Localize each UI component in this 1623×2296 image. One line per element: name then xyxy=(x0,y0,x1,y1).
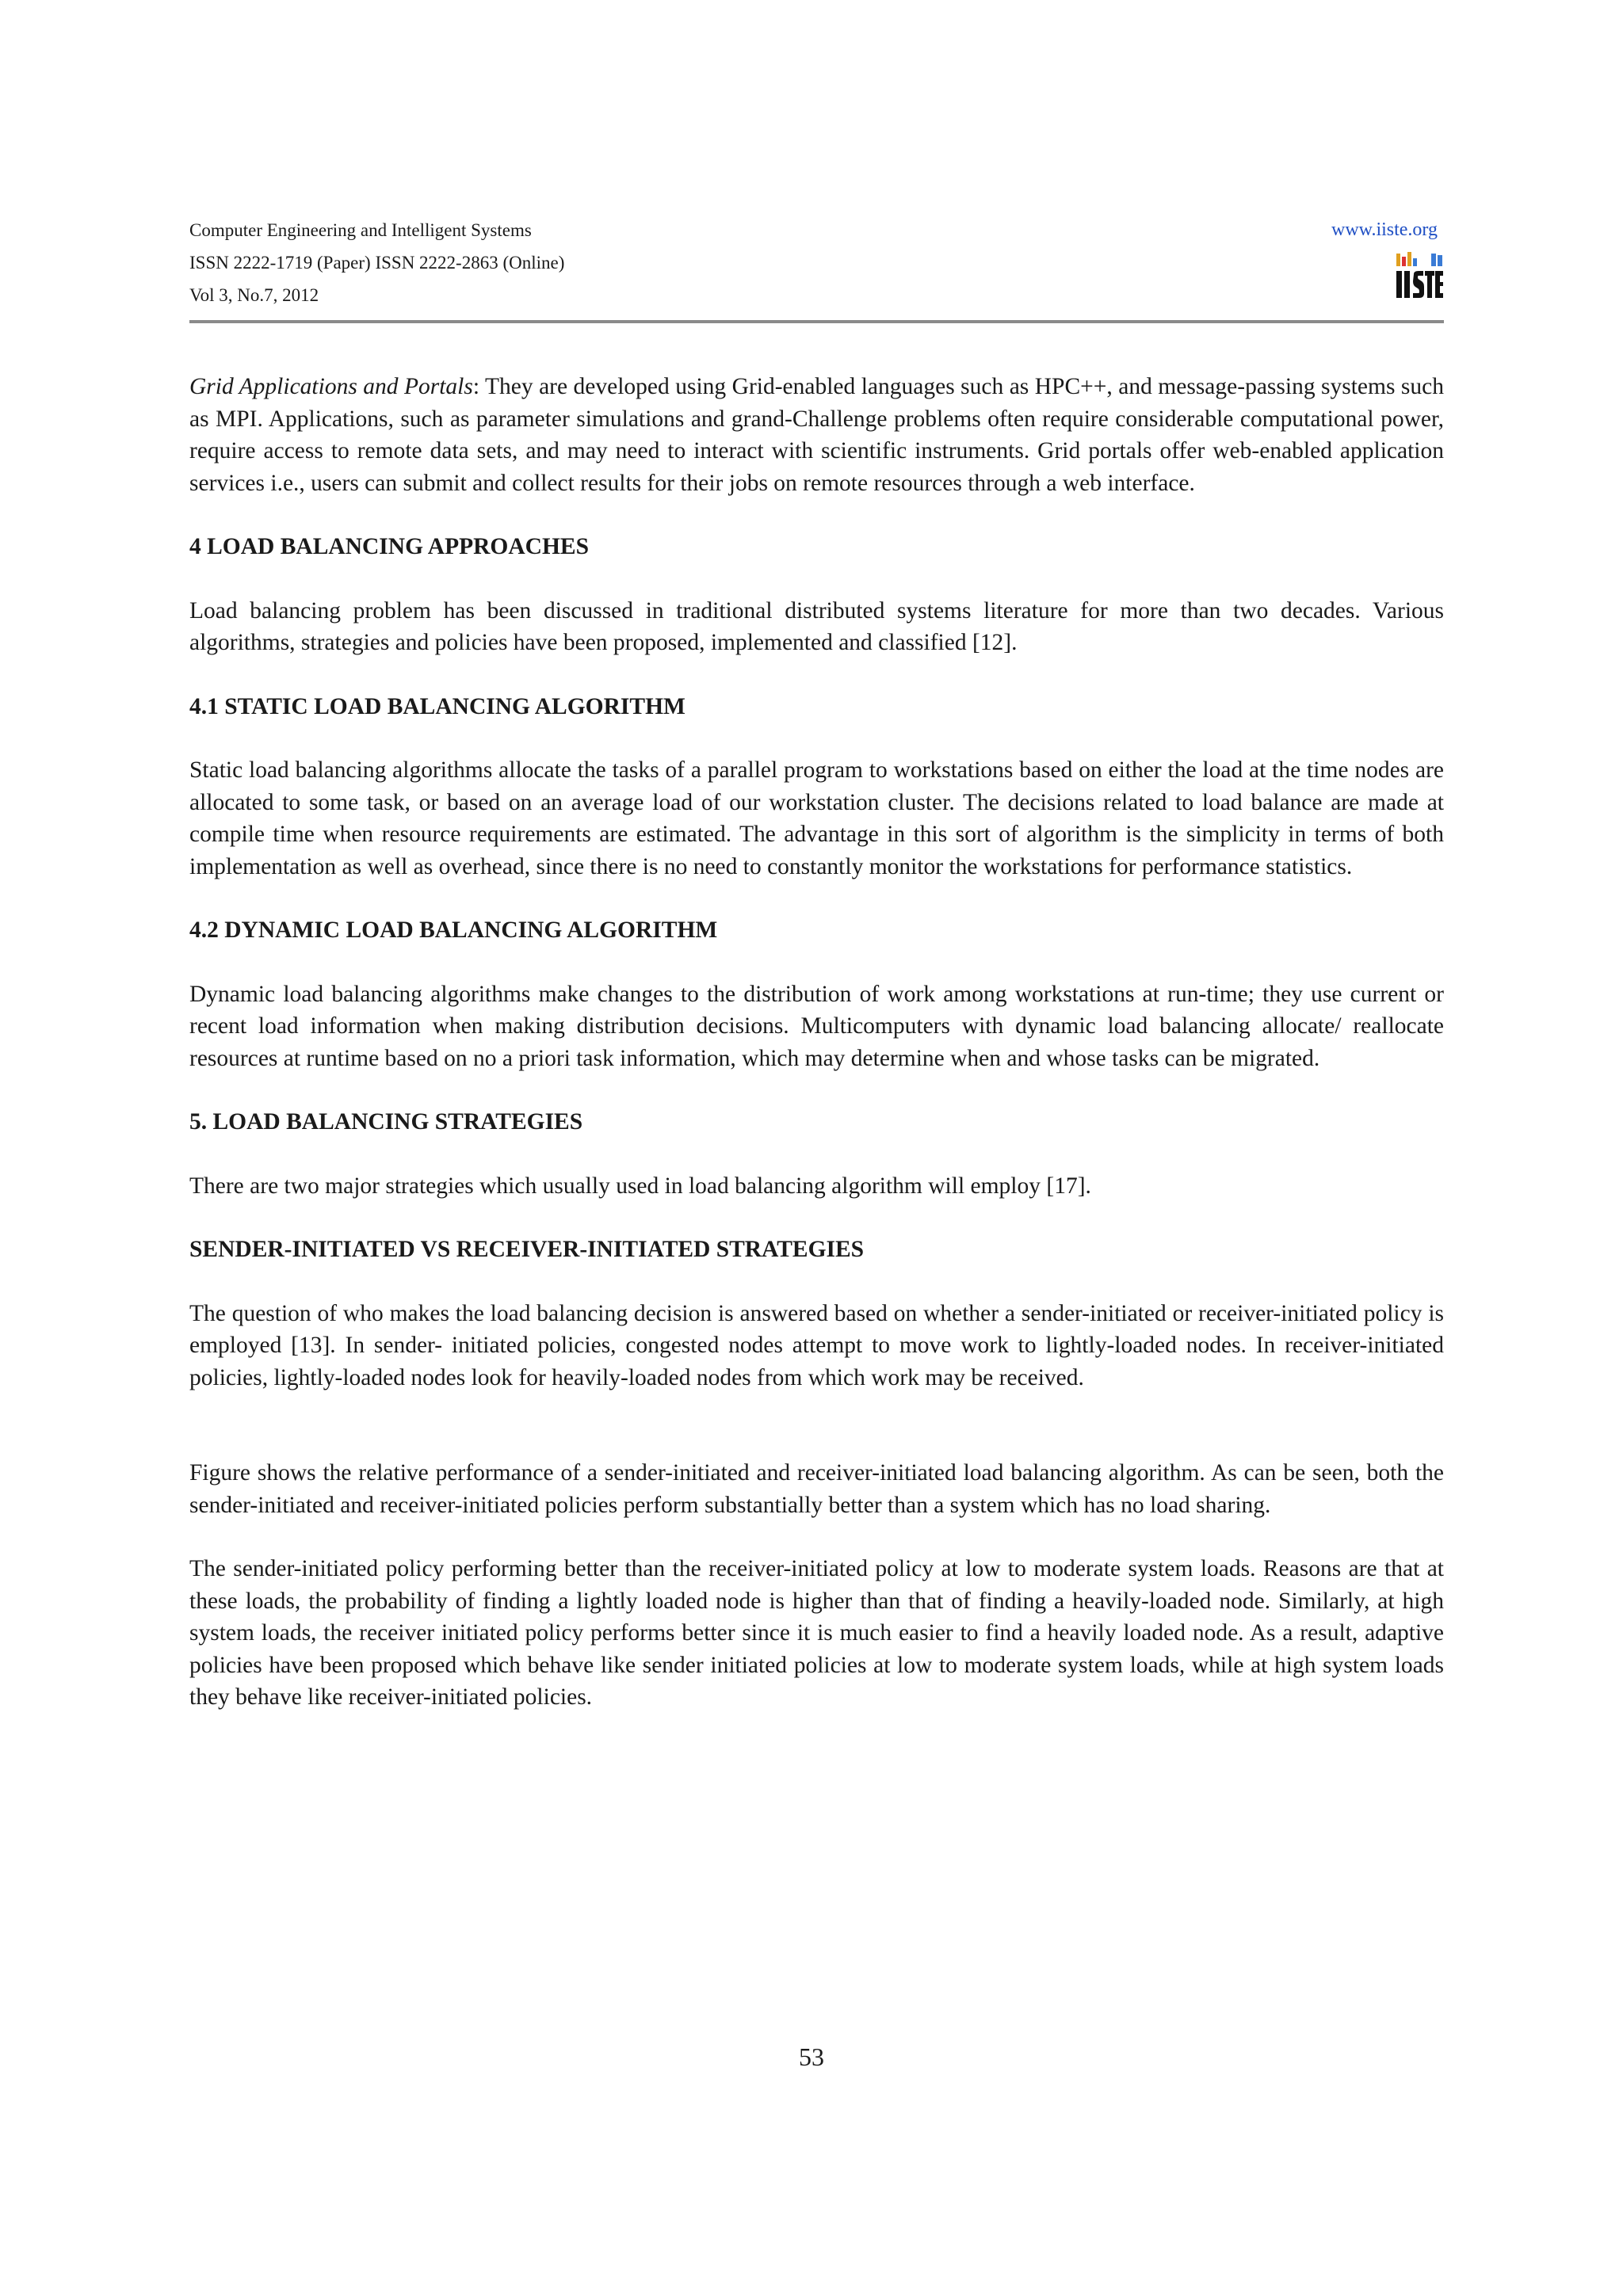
paragraph-approaches: Load balancing problem has been discussed in traditional distributed systems literature for more than two decades. Various algorithms, strategies and policies have been proposed, implemented and classified [12]. xyxy=(189,597,1444,655)
journal-issn: ISSN 2222-1719 (Paper) ISSN 2222-2863 (Online) xyxy=(189,253,565,273)
paragraph-sender-receiver: The question of who makes the load balancing decision is answered based on whether a sender-initiated or receiver-initiated policy is employed [13]. In sender- initiated policies, congested nodes attempt to move work to lightly-loaded nodes. In receiver-initiated policies, lightly-loaded nodes look for heavily-loaded nodes from which work may be received. xyxy=(189,1300,1444,1390)
paragraph-static: Static load balancing algorithms allocate the tasks of a parallel program to workstations based on either the load at the time nodes are allocated to some task, or based on an average load of our workstation cluster. The decisions related to load balance are made at compile time when resource requirements are estimated. The advantage in this sort of algorithm is the simplicity in terms of both implementation as well as overhead, since there is no need to constantly monitor the workstations for performance statistics. xyxy=(189,757,1444,879)
journal-meta xyxy=(189,214,564,311)
heading-section-4: 4 LOAD BALANCING APPROACHES xyxy=(189,534,590,559)
paragraph-dynamic: Dynamic load balancing algorithms make changes to the distribution of work among workstations at run-time; they use current or recent load information when making distribution decisions. Multicomputers with dynamic load balancing allocate/ reallocate resources at runtime based on no a priori task information, which may determine when and whose tasks can be migrated. xyxy=(189,981,1444,1071)
heading-section-4-1: 4.1 STATIC LOAD BALANCING ALGORITHM xyxy=(189,693,685,719)
iiste-logo xyxy=(1395,252,1444,299)
journal-title: Computer Engineering and Intelligent Systems xyxy=(189,220,532,240)
heading-section-4-2: 4.2 DYNAMIC LOAD BALANCING ALGORITHM xyxy=(189,917,718,943)
journal-volume: Vol 3, No.7, 2012 xyxy=(189,285,319,305)
paragraph-grid-applications xyxy=(189,371,1444,499)
paragraph-policy-comparison: The sender-initiated policy performing better than the receiver-initiated policy at low to moderate system loads. Reasons are that at these loads, the probability of finding a lightly loaded node is higher than that of finding a heavily-loaded node. Similarly, at high system loads, the receiver initiated policy performs better since it is much easier to find a heavily loaded node. As a result, adaptive policies have been proposed which behave like sender initiated policies at low to moderate system loads, while at high system loads they behave like receiver-initiated policies. xyxy=(189,1556,1444,1710)
page-header xyxy=(189,214,1444,325)
paragraph-strategies: There are two major strategies which usually used in load balancing algorithm will employ [17]. xyxy=(189,1173,1091,1199)
header-rule xyxy=(189,320,1444,323)
paragraph-figure-discussion: Figure shows the relative performance of a sender-initiated and receiver-initiated load balancing algorithm. As can be seen, both the sender-initiated and receiver-initiated policies perform substantially better than a system which has no load sharing. xyxy=(189,1460,1444,1518)
paragraph-text: : They are developed using Grid-enabled languages such as HPC++, and message-passing systems such as MPI. Applications, such as parameter simulations and grand-Challenge problems often require considerable computational power, require access to remote data sets, and may need to interact with scientific instruments. Grid portals offer web-enabled application services i.e., users can submit and collect results for their jobs on remote resources through a web interface. xyxy=(189,374,1444,496)
heading-section-5: 5. LOAD BALANCING STRATEGIES xyxy=(189,1109,583,1135)
term-grid-applications: Grid Applications and Portals xyxy=(189,374,473,399)
website-link[interactable]: www.iiste.org xyxy=(1331,219,1438,240)
heading-sender-receiver: SENDER-INITIATED VS RECEIVER-INITIATED STRATEGIES xyxy=(189,1237,865,1262)
page-number: 53 xyxy=(799,2042,824,2071)
page-body xyxy=(189,371,1444,1714)
